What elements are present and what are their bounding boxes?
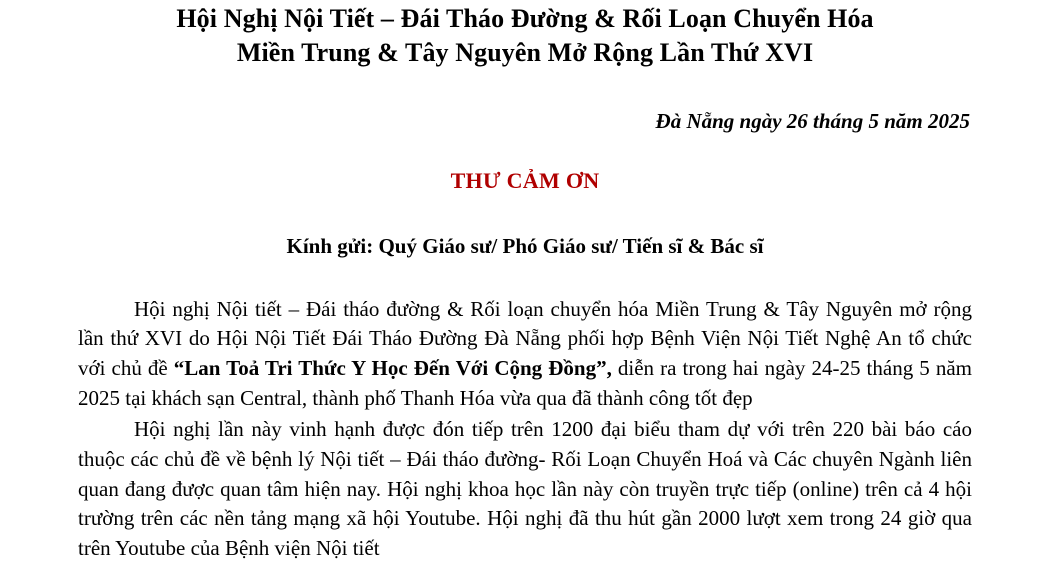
- thanks-heading: THƯ CẢM ƠN: [450, 167, 600, 193]
- body-run: diễn ra trong hai ngày 24-25 tháng 5 năm 2025 tại khách sạn Central, thành phố Thanh Hóa vừa qua đã thành công tốt đẹp: [78, 356, 972, 411]
- page-title-line-1: Hội Nghị Nội Tiết – Đái Tháo Đường & Rối Loạn Chuyển Hóa: [176, 4, 874, 33]
- body-text: [78, 295, 972, 564]
- page-title-line-2: Miền Trung & Tây Nguyên Mở Rộng Lần Thứ XVI: [236, 38, 814, 68]
- date-line: Đà Nẵng ngày 26 tháng 5 năm 2025: [655, 108, 970, 133]
- addressee-line: Kính gửi: Quý Giáo sư/ Phó Giáo sư/ Tiến sĩ & Bác sĩ: [286, 233, 764, 258]
- body-run: Hội nghị Nội tiết – Đái tháo đường & Rối loạn chuyển hóa Miền Trung & Tây Nguyên mở rộng lần thứ XVI do Hội Nội Tiết Đái Tháo Đường Đà Nẵng phối hợp Bệnh Viện Nội Tiết Nghệ An tổ chức với chủ đề: [78, 296, 972, 381]
- emphasis-text: “Lan Toả Tri Thức Y Học Đến Với Cộng Đồng”,: [173, 356, 612, 381]
- paragraph-1: [78, 295, 972, 414]
- page-title: [78, 0, 972, 71]
- paragraph-2: [78, 415, 972, 564]
- body-run: Hội nghị lần này vinh hạnh được đón tiếp trên 1200 đại biểu tham dự với trên 220 bài báo cáo thuộc các chủ đề về bệnh lý Nội tiết – Đái tháo đường- Rối Loạn Chuyển Hoá và Các chuyên Ngành liên quan đang được quan tâm hiện nay. Hội nghị khoa học lần này còn truyền trực tiếp (online) trên cả 4 hội trường trên các nền tảng mạng xã hội Youtube. Hội nghị đã thu hút gần 2000 lượt xem trong 24 giờ qua trên Youtube của Bệnh viện Nội tiết: [78, 416, 972, 561]
